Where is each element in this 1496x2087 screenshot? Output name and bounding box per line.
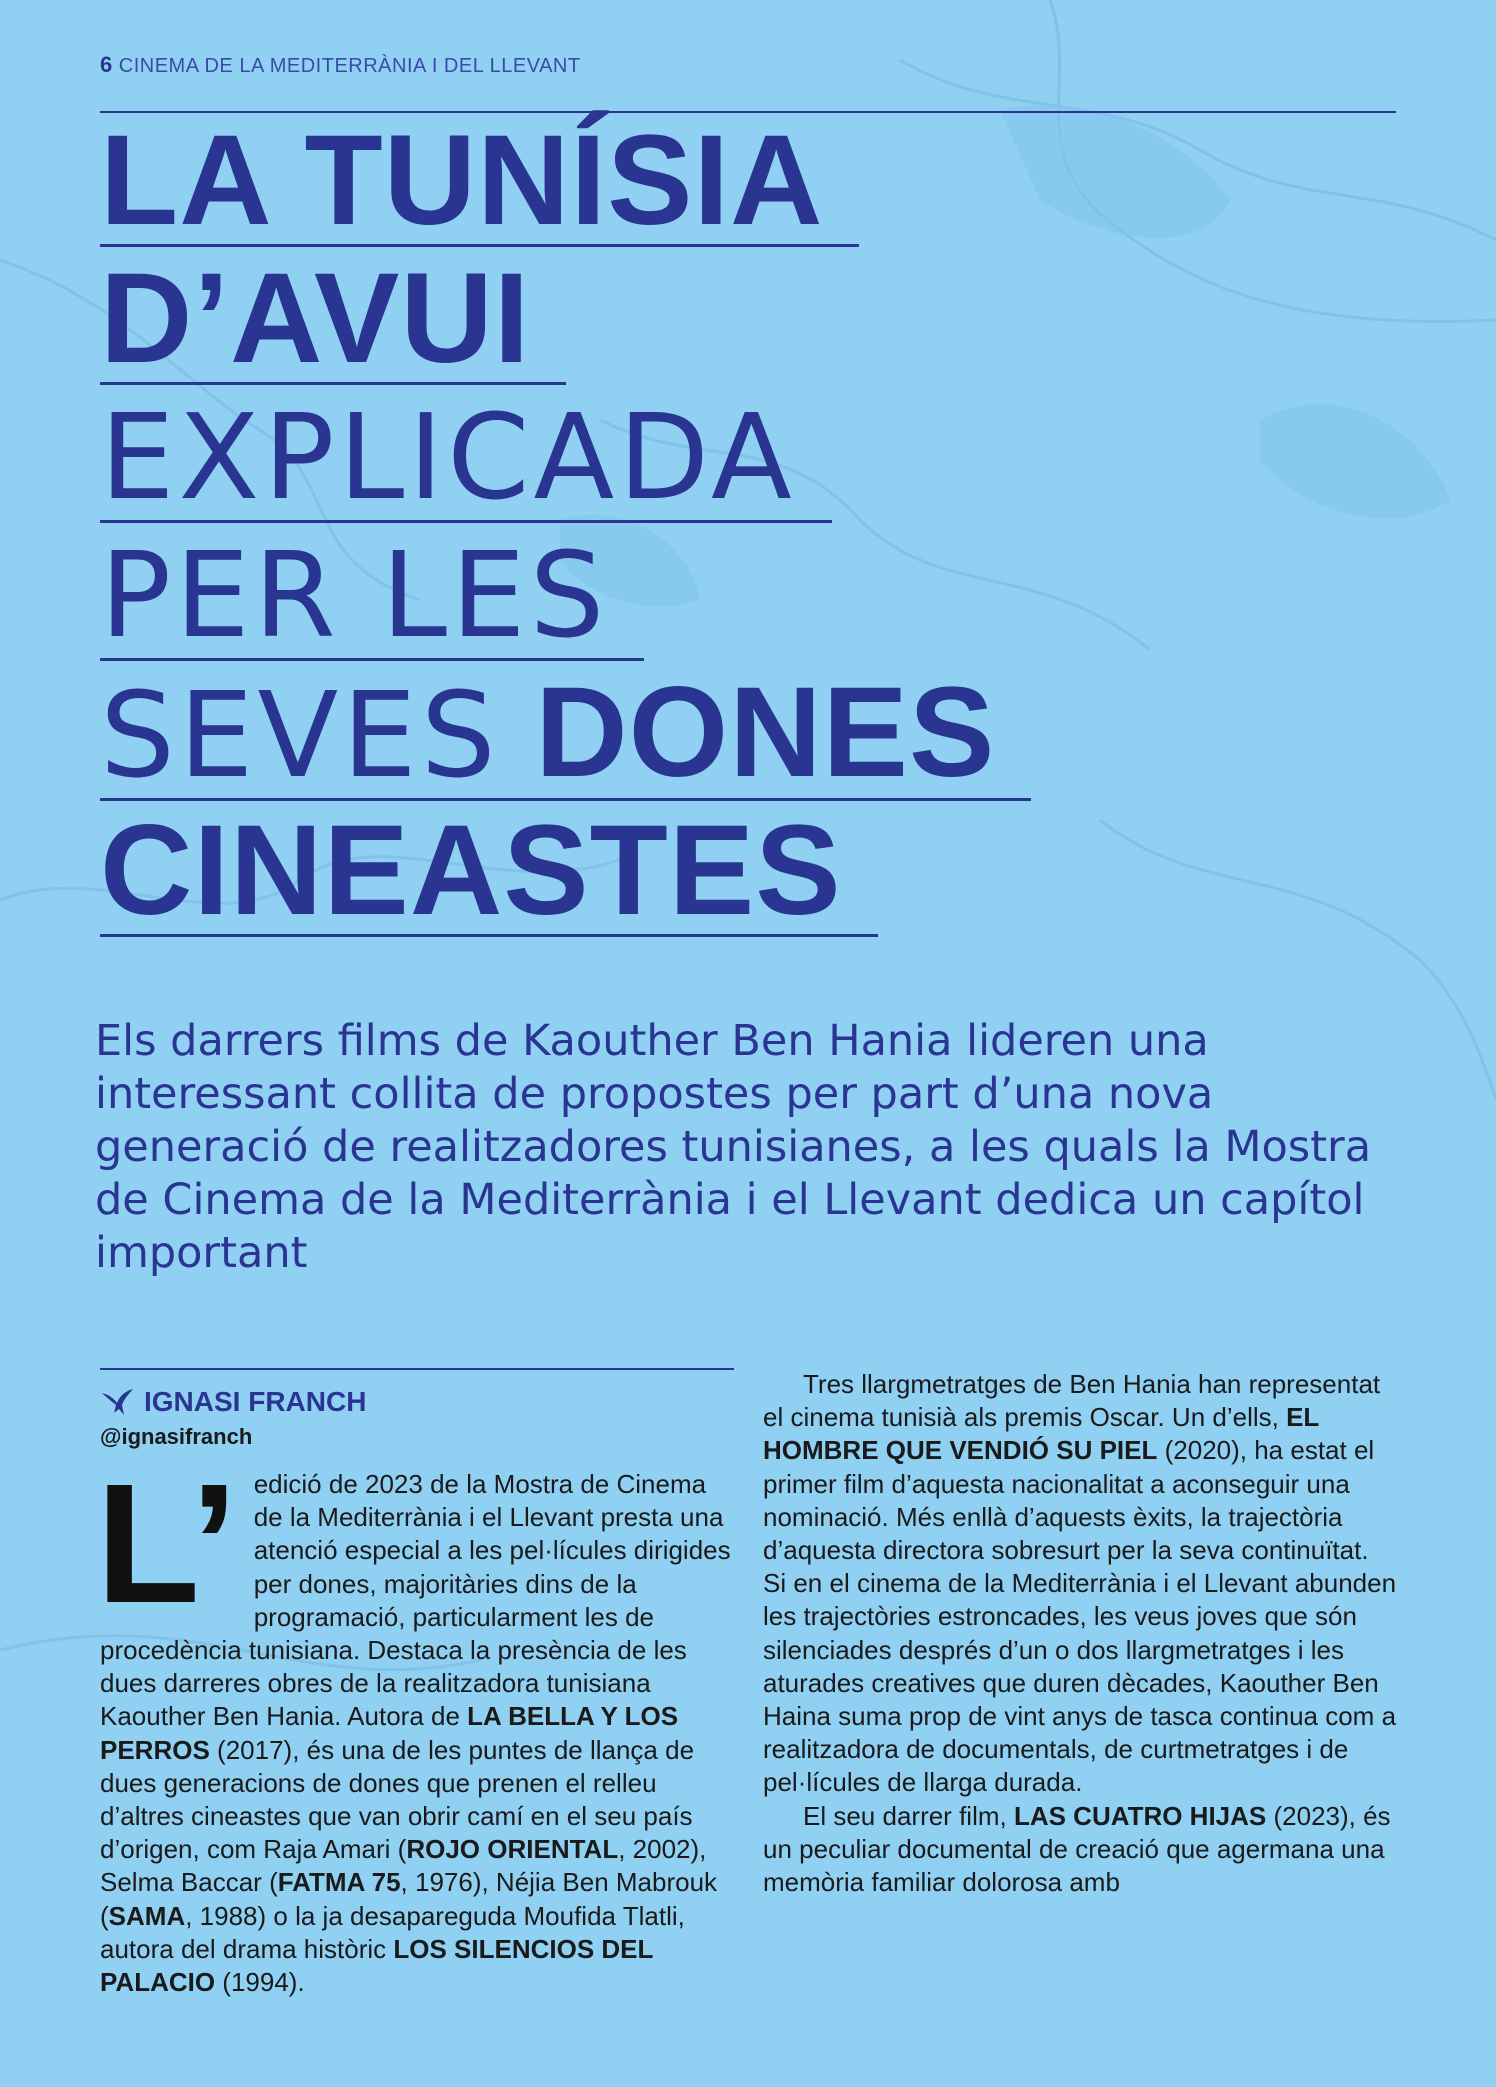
paragraph-3: El seu darrer film, LAS CUATRO HIJAS (2023), és un peculiar documental de creació que agermana una memòria familiar dolorosa amb — [763, 1800, 1391, 1898]
paragraph-1: L’ edició de 2023 de la Mostra de Cinema de la Mediterrània i el Llevant presta una atenció especial a les pel·lícules dirigides per dones, majoritàries dins de la programació, particularment les de procedència tunisiana. Destaca la presència de les dues darreres obres de la realitzadora tunisiana Kaouther Ben Hania. Autora de LA BELLA Y LOS PERROS (2017), és una de les puntes de llança de dues generacions de dones que prenen el relleu d’altres cineastes que van obrir camí en el seu país d’origen, com Raja Amari (ROJO ORIENTAL, 2002), Selma Baccar (FATMA 75, 1976), Néjia Ben Mabrouk (SAMA, 1988) o la ja desapareguda Moufida Tlatli, autora del drama històric LOS SILENCIOS DEL PALACIO (1994). — [96, 1449, 731, 1998]
lead-paragraph: Els darrers films de Kaouther Ben Hania lideren una interessant collita de propostes per part d’una nova generació de realitzadores tunisianes, a les quals la Mostra de Cinema de la Mediterrània i el Llevant dedica un capítol important — [95, 1016, 1372, 1278]
article-title — [100, 109, 1300, 942]
film-title: LA BELLA Y LOS PERROS — [100, 1701, 679, 1765]
title-line-3: EXPLICADA — [100, 394, 832, 523]
title-line-5-light: SEVES — [100, 666, 500, 804]
drop-cap: L’ — [96, 1449, 238, 1639]
film-title: EL HOMBRE QUE VENDIÓ SU PIEL — [763, 1402, 1319, 1466]
author-name: IGNASI FRANCH — [144, 1386, 367, 1417]
film-title: SAMA — [108, 1900, 186, 1931]
title-line-2: D’AVUI — [100, 256, 566, 385]
title-line-5 — [100, 661, 1031, 804]
byline-author — [100, 1386, 734, 1418]
article-column-2 — [763, 1368, 1397, 1899]
article-column-1 — [96, 1368, 734, 1999]
title-line-1: LA TUNÍSIA — [100, 118, 859, 247]
author-handle: @ignasifranch — [100, 1424, 253, 1449]
film-title: LOS SILENCIOS DEL PALACIO — [100, 1933, 653, 1998]
running-header — [100, 52, 581, 78]
title-line-4: PER LES — [100, 532, 644, 661]
page-number: 6 — [100, 52, 113, 77]
title-line-5-bold: DONES — [535, 661, 996, 804]
film-title: FATMA 75 — [277, 1867, 401, 1898]
paragraph-2: Tres llargmetratges de Ben Hania han representat el cinema tunisià als premis Oscar. Un d’ells, EL HOMBRE QUE VENDIÓ SU PIEL (2020), ha estat el primer film d’aquesta nacionalitat a aconseguir una nominació. Més enllà d’aquests èxits, la trajectòria d’aquesta directora sobresurt per la seva continuïtat. Si en el cinema de la Mediterrània i el Llevant abunden les trajectòries estroncades, les veus joves que són silenciades després d’un o dos llargmetratges i les aturades creatives que duren dècades, Kaouther Ben Haina suma prop de vint anys de tasca continua com a realitzadora de documentals, de curtmetratges i de pel·lícules de llarga durada. — [763, 1369, 1397, 1798]
section-name: CINEMA DE LA MEDITERRÀNIA I DEL LLEVANT — [118, 55, 581, 77]
byline-rule — [100, 1368, 734, 1370]
bird-icon — [100, 1387, 134, 1417]
title-line-6: CINEASTES — [100, 808, 878, 937]
film-title: LAS CUATRO HIJAS — [1013, 1800, 1267, 1831]
film-title: ROJO ORIENTAL — [406, 1834, 619, 1865]
